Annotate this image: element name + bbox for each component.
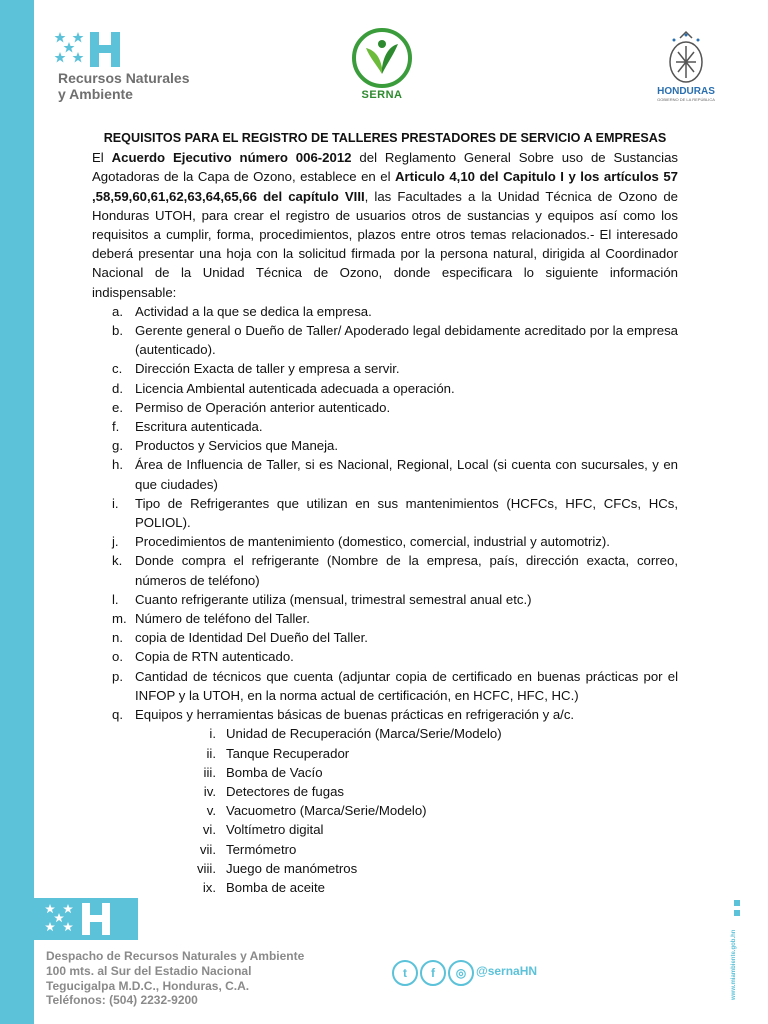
sublist-marker: vii.	[199, 841, 216, 857]
list-item	[92, 609, 678, 628]
list-text: Licencia Ambiental autenticada adecuada a operación.	[135, 380, 455, 396]
social-handle[interactable]: @sernaHN	[476, 964, 538, 978]
sublist-marker: iv.	[203, 783, 216, 799]
sublist-text: Bomba de aceite	[226, 879, 325, 895]
decor-square	[734, 910, 740, 916]
sublist-item	[92, 763, 678, 782]
sublist-marker: ix.	[202, 879, 216, 895]
list-item	[92, 551, 678, 589]
sublist-item	[92, 801, 678, 820]
list-text: Equipos y herramientas básicas de buenas prácticas en refrigeración y a/c.	[135, 707, 575, 723]
requirements-list	[92, 302, 678, 724]
sublist-item	[92, 878, 678, 897]
list-marker: g.	[112, 438, 123, 454]
left-accent-bar	[0, 0, 34, 1024]
list-item	[92, 494, 678, 532]
sublist-item	[92, 820, 678, 839]
list-marker: j.	[112, 534, 119, 550]
list-marker: d.	[112, 380, 123, 396]
list-marker: e.	[112, 399, 123, 415]
footer-logo-block	[34, 898, 138, 940]
footer-star-h-logo	[34, 898, 138, 940]
footer-address	[46, 949, 304, 1008]
facebook-icon[interactable]: f	[420, 960, 446, 986]
footer-line-4: Teléfonos: (504) 2232-9200	[46, 993, 198, 1008]
list-item	[92, 705, 678, 724]
list-marker: n.	[112, 630, 123, 646]
list-item	[92, 379, 678, 398]
ministry-line-1: Recursos Naturales	[58, 70, 190, 86]
list-item	[92, 628, 678, 647]
footer-line-3: Tegucigalpa M.D.C., Honduras, C.A.	[46, 978, 250, 993]
twitter-icon[interactable]: t	[392, 960, 418, 986]
sublist-text: Unidad de Recuperación (Marca/Serie/Modelo)	[226, 726, 502, 742]
list-item	[92, 302, 678, 321]
sublist-text: Bomba de Vacío	[226, 764, 323, 780]
sublist-marker: viii.	[196, 860, 216, 876]
sublist-text: Tanque Recuperador	[226, 745, 350, 761]
website-url[interactable]: www.miambiente.gob.hn	[731, 929, 737, 1000]
list-marker: i.	[112, 495, 119, 511]
list-item	[92, 455, 678, 493]
list-item	[92, 436, 678, 455]
intro-paragraph	[92, 148, 678, 302]
list-text: Cuanto refrigerante utiliza (mensual, trimestral semestral anual etc.)	[135, 591, 532, 607]
list-marker: p.	[112, 668, 123, 684]
sublist-item	[92, 724, 678, 743]
sublist-marker: v.	[206, 803, 216, 819]
list-text: Donde compra el refrigerante (Nombre de la empresa, país, dirección exacta, correo, números de teléfono)	[135, 553, 678, 588]
list-marker: o.	[112, 649, 123, 665]
list-text: Cantidad de técnicos que cuenta (adjuntar copia de certificado en buenas prácticas por el INFOP y la UTOH, en la norma actual de certificación, en HCFC, HFC, HC.)	[135, 668, 678, 703]
footer-line-1: Despacho de Recursos Naturales y Ambiente	[46, 949, 305, 963]
document-title: REQUISITOS PARA EL REGISTRO DE TALLERES PRESTADORES DE SERVICIO A EMPRESAS	[103, 131, 667, 145]
sublist-item	[92, 859, 678, 878]
sublist-item	[92, 744, 678, 763]
document-body	[92, 129, 678, 897]
sublist-marker: vi.	[202, 822, 216, 838]
list-item	[92, 590, 678, 609]
sublist-marker: i.	[209, 726, 216, 742]
intro-bold-2: Articulo 4,10 del Capitulo I y los artículos 57 ,58,59,60,61,62,63,64,65,66 del capítulo VIII	[92, 169, 679, 204]
list-marker: q.	[112, 707, 123, 723]
equipment-sublist	[92, 724, 678, 897]
sublist-text: Voltímetro digital	[226, 822, 324, 838]
list-item	[92, 417, 678, 436]
list-text: Productos y Servicios que Maneja.	[135, 438, 339, 454]
sublist-item	[92, 840, 678, 859]
sublist-text: Juego de manómetros	[226, 860, 358, 876]
sublist-text: Vacuometro (Marca/Serie/Modelo)	[226, 803, 427, 819]
list-text: Tipo de Refrigerantes que utilizan en sus mantenimientos (HCFCs, HFC, CFCs, HCs, POLIOL).	[135, 495, 678, 531]
list-marker: a.	[112, 303, 123, 319]
list-text: copia de Identidad Del Dueño del Taller.	[135, 630, 368, 646]
list-marker: c.	[112, 361, 123, 377]
list-marker: b.	[112, 323, 123, 339]
list-marker: k.	[112, 553, 123, 569]
list-text: Procedimientos de mantenimiento (domestico, comercial, industrial y automotriz).	[135, 534, 610, 550]
footer-line-2: 100 mts. al Sur del Estadio Nacional	[46, 963, 252, 978]
instagram-icon[interactable]: ◎	[448, 960, 474, 986]
list-text: Actividad a la que se dedica la empresa.	[135, 303, 372, 319]
list-item	[92, 647, 678, 666]
sublist-marker: iii.	[203, 764, 216, 780]
list-item	[92, 398, 678, 417]
list-item	[92, 321, 678, 359]
list-text: Permiso de Operación anterior autenticado.	[135, 399, 391, 415]
sublist-item	[92, 782, 678, 801]
decor-square	[734, 900, 740, 906]
list-text: Gerente general o Dueño de Taller/ Apoderado legal debidamente acreditado por la empresa (autenticado).	[135, 323, 678, 358]
list-item	[92, 359, 678, 378]
list-text: Copia de RTN autenticado.	[135, 649, 294, 665]
list-text: Escritura autenticada.	[135, 419, 263, 435]
list-marker: f.	[112, 419, 120, 435]
list-text: Dirección Exacta de taller y empresa a servir.	[135, 361, 400, 377]
list-item	[92, 532, 678, 551]
sublist-text: Detectores de fugas	[226, 783, 345, 799]
honduras-label: HONDURAS	[657, 86, 715, 97]
honduras-subtitle: GOBIERNO DE LA REPÚBLICA	[657, 97, 715, 102]
list-marker: m.	[112, 611, 127, 627]
list-marker: l.	[112, 591, 119, 607]
serna-label: SERNA	[361, 89, 403, 101]
list-item	[92, 667, 678, 705]
sublist-text: Termómetro	[226, 841, 297, 857]
sublist-marker: ii.	[206, 745, 216, 761]
list-marker: h.	[112, 457, 123, 473]
intro-text-3: , las Facultades a la Unidad Técnica de Ozono de Honduras UTOH, para crear el registro de usuarios otros de sustancias y equipos así como los requisitos a cumplir, forma, procedimientos, plazos entre otros temas relacionados.- El interesado deberá presentar una hoja con la solicitud firmada por la persona natural, dirigida al Coordinador Nacional de la Unidad Técnica de Ozono, donde especificara lo siguiente información indispensable:	[92, 188, 678, 300]
intro-bold-1: Acuerdo Ejecutivo número 006-2012	[111, 150, 352, 166]
ministry-star-h-logo	[54, 30, 144, 70]
intro-text-1: El	[92, 150, 112, 166]
list-text: Número de teléfono del Taller.	[135, 611, 310, 627]
intro-text-2: del Reglamento General Sobre uso de Sustancias Agotadoras de la Capa de Ozono, establece en el	[92, 150, 679, 185]
ministry-line-2: y Ambiente	[58, 86, 133, 102]
ministry-name	[58, 70, 190, 102]
list-text: Área de Influencia de Taller, si es Nacional, Regional, Local (si cuenta con sucursales, y en que ciudades)	[135, 457, 678, 492]
